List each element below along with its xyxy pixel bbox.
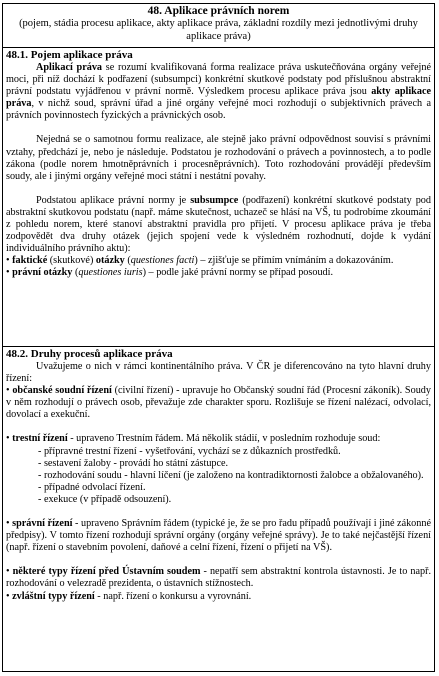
term-aplikace-prava: Aplikací práva (36, 62, 103, 73)
bullet-factual-questions: • faktické (skutkové) otázky (questiones facti) – zjišťuje se přímím vnímáním a dokazováním. (6, 255, 394, 267)
text-run: ( (72, 267, 79, 279)
section-heading: 48.2. Druhy procesů aplikace práva (6, 348, 173, 360)
document-page (2, 3, 435, 672)
spacer (6, 122, 431, 134)
bullet-administrative-proceedings: • správní řízení - upraveno Správním řádem (typické je, že se pro řadu případů používají i jiné zákonné předpisy). V tomto řízení rozhodují správní orgány (orgány veřejné správy). Je to také nejčastější řízení (např. řízení o stavebním povolení, daňové a celní řízení, řízení o přijetí na VŠ). (6, 518, 431, 554)
text-run: - nepatří sem abstraktní kontrola ústavnosti. Je to např. rozhodování o velezradě prezidenta, o ústavních stížnostech. (6, 566, 432, 590)
text-run: - upraveno Trestním řádem. Má několik stádií, v posledním rozhoduje soud: (67, 433, 381, 445)
document-title: 48. Aplikace právních norem (147, 5, 290, 17)
term-pravni-otazky: právní otázky (12, 267, 73, 279)
spacer (6, 554, 431, 566)
text-run: ) – zjišťuje se přímím vnímáním a dokazováním. (194, 255, 394, 267)
criminal-stage: - případné odvolací řízení. (38, 481, 146, 493)
document-header (3, 4, 434, 48)
bullet-constitutional-court: • některé typy řízení před Ústavním soudem - nepatří sem abstraktní kontrola ústavnosti. Je to např. rozhodování o velezradě prezidenta, o ústavních stížnostech. (6, 566, 432, 590)
text-run: ( (124, 255, 131, 267)
latin-term: questiones iuris (78, 267, 143, 279)
document-subtitle: (pojem, stádia procesu aplikace, akty aplikace práva, základní rozdíly mezi jednotlivými druhy aplikace práva) (19, 18, 418, 42)
term-akty-aplikace: akty aplikace práva (6, 86, 431, 110)
term-constitutional: některé typy řízení před Ústavním soudem (12, 566, 201, 578)
term-special: zvláštní typy řízení (12, 590, 95, 602)
section-concept (3, 49, 434, 347)
text-run: - upraveno Správním řádem (typické je, že se pro řadu případů používají i jiné zákonné předpisy). V tomto řízení rozhodují správní orgány (orgány veřejné správy). Je to také nejčastější řízení (např. řízení o stavebním povolení, daňové a celní řízení, řízení o přijetí na VŠ). (6, 518, 431, 554)
bullet-legal-questions: • právní otázky (questiones iuris) – podle jaké právní normy se případ posoudí. (6, 267, 334, 279)
paragraph-definition (6, 62, 431, 122)
term-civil: občanské soudní řízení (12, 385, 112, 397)
text-run: (civilní řízení) - upravuje ho Občanský soudní řád (Procesní zákoník). Soudy v něm rozhodují o právech osob, převažuje zde charakter sporu. Rozlišuje se řízení nalézací, odvolací, dovolací a exekuční. (6, 385, 431, 421)
section-heading: 48.1. Pojem aplikace práva (6, 49, 133, 61)
bullet-criminal-proceedings: • trestní řízení - upraveno Trestním řádem. Má několik stádií, v posledním rozhoduje soud: (6, 433, 381, 445)
term-otazky: otázky (95, 255, 125, 267)
section-types (3, 348, 434, 673)
text-run: Podstatou aplikace právní normy je (36, 194, 191, 206)
spacer (6, 421, 431, 433)
term-subsumpce: subsumpce (190, 194, 239, 206)
paragraph-intro: Uvažujeme o nich v rámci kontinentálního práva. V ČR je diferencováno na tyto hlavní druhy řízení: (6, 361, 431, 385)
criminal-stage: - sestavení žaloby - provádí ho státní zástupce. (38, 457, 229, 469)
criminal-stage: - rozhodování soudu - hlavní líčení (je založeno na kontradiktornosti žalobce a obžalovaného). (38, 469, 424, 481)
criminal-stage: - přípravné trestní řízení - vyšetřování, vychází se z důkazních prostředků. (38, 445, 341, 457)
text-run: se rozumí kvalifikovaná forma realizace práva uskutečňována orgány veřejné moci, při níž dochází k podřazení (subsumpci) konkrétní skutkové podstaty pod příslušnou abstraktní právní podstatu vyjádřenou v právní normě. Výsledkem procesu aplikace práva jsou (6, 62, 431, 98)
text-run: - např. řízení o konkursu a vyrovnání. (94, 590, 252, 602)
spacer (6, 506, 431, 518)
paragraph-subsumption (6, 195, 431, 255)
text-run: ) – podle jaké právní normy se případ posoudí. (142, 267, 334, 279)
paragraph-nature: Nejedná se o samotnou formu realizace, ale stejně jako právní odpovědnost souvisí s právními vztahy, předchází je, nebo je následuje. Podstatou je rozhodování o právech a povinnostech, a to podle zákona (podle norem hmotněprávních i procesněprávních). Toto rozhodování provádějí především soudy, ale i jinými orgány veřejné moci státní i nestátní povahy. (6, 134, 431, 182)
term-fakticke: faktické (12, 255, 48, 267)
latin-term: questiones facti (130, 255, 195, 267)
spacer (6, 183, 431, 195)
bullet-civil-proceedings: • občanské soudní řízení (civilní řízení) - upravuje ho Občanský soudní řád (Procesní zákoník). Soudy v něm rozhodují o právech osob, převažuje zde charakter sporu. Rozlišuje se řízení nalézací, odvolací, dovolací a exekuční. (6, 385, 431, 421)
bullet-special-proceedings: • zvláštní typy řízení - např. řízení o konkursu a vyrovnání. (6, 590, 252, 602)
criminal-stage: - exekuce (v případě odsouzení). (38, 493, 172, 505)
term-criminal: trestní řízení (12, 433, 68, 445)
text-run: , v nichž soud, správní úřad a jiné orgány veřejné moci rozhodují o subjektivních právech a právních povinnostech fyzických a právnických osob. (6, 98, 431, 122)
text-run: (skutkové) (47, 255, 96, 267)
term-administrative: správní řízení (12, 518, 73, 530)
text-run: (podřazení) konkrétní skutkové podstaty pod abstraktní skutkovou podstatu (např. máme skutečnost, uchazeč se hlásí na VŠ, tu podrobíme zkoumání z pohledu norem, které stanoví abstraktní pravidla pro přijetí. V procesu aplikace práva je třeba zodpovědět dva druhy otázek (jejich spojení vede k výsledném rozhodnutí, dojde k vydání individuálního právního aktu): (6, 194, 431, 255)
